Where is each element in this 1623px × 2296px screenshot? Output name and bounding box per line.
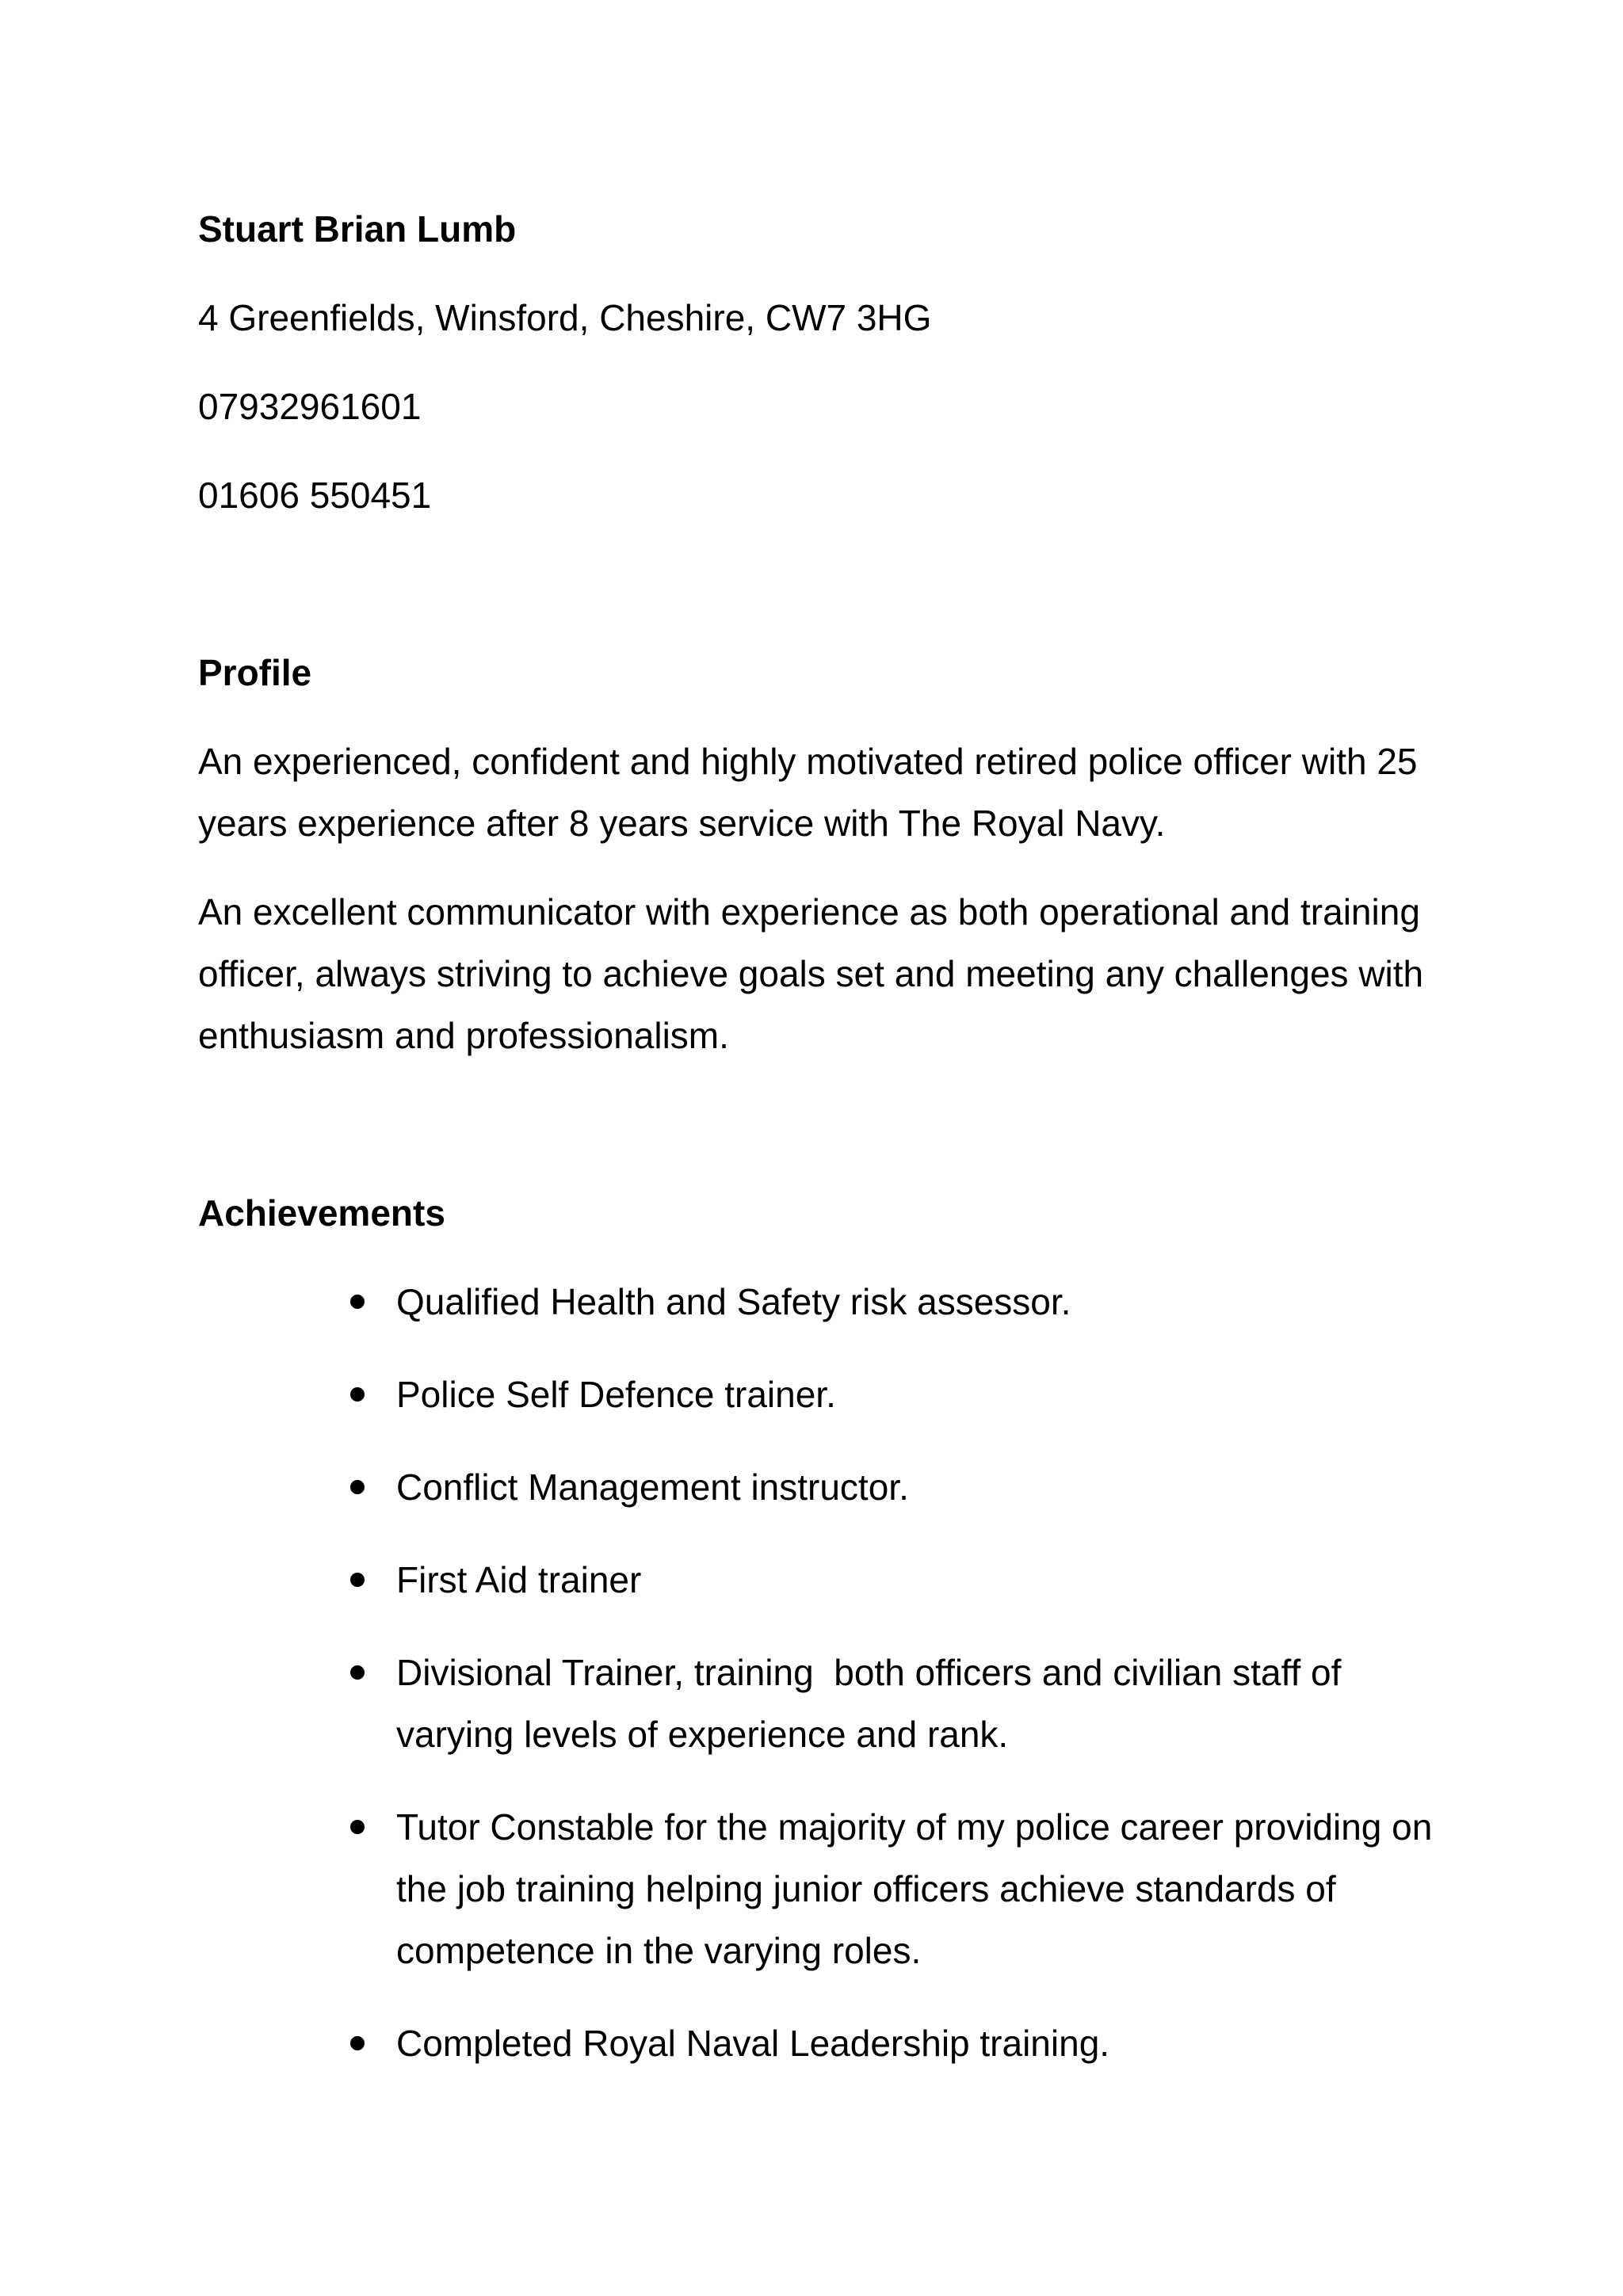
- achievement-text: Tutor Constable for the majority of my police career providing on the job training helping junior officers achieve standards of competence in the varying roles.: [396, 1806, 1433, 1971]
- bullet-icon: [350, 1820, 365, 1834]
- cv-content: [198, 198, 1466, 2105]
- profile-paragraph-1: An experienced, confident and highly motivated retired police officer with 25 years experience after 8 years service with The Royal Navy.: [198, 741, 1418, 844]
- list-item: [396, 1456, 1458, 1518]
- list-item: [396, 1642, 1458, 1765]
- bullet-icon: [350, 2036, 365, 2050]
- achievement-text: First Aid trainer: [396, 1559, 642, 1600]
- bullet-icon: [350, 1387, 365, 1402]
- phone-home: 01606 550451: [198, 475, 432, 516]
- bullet-icon: [350, 1573, 365, 1587]
- achievement-text: Conflict Management instructor.: [396, 1466, 909, 1508]
- achievements-heading: Achievements: [198, 1192, 445, 1234]
- achievement-text: Divisional Trainer, training both officers and civilian staff of varying levels of experience and rank.: [396, 1652, 1352, 1755]
- list-item: [396, 2012, 1458, 2074]
- profile-heading: Profile: [198, 652, 312, 693]
- section-spacer: [198, 553, 1466, 642]
- achievement-text: Qualified Health and Safety risk assessor.: [396, 1281, 1071, 1322]
- achievements-list: [198, 1271, 1466, 2074]
- achievement-text: Completed Royal Naval Leadership training.: [396, 2023, 1110, 2064]
- bullet-icon: [350, 1295, 365, 1309]
- list-item: [396, 1271, 1458, 1333]
- list-item: [396, 1796, 1458, 1981]
- candidate-name: Stuart Brian Lumb: [198, 208, 517, 250]
- bullet-icon: [350, 1665, 365, 1680]
- list-item: [396, 1363, 1458, 1425]
- phone-mobile: 07932961601: [198, 386, 422, 427]
- bullet-icon: [350, 1480, 365, 1494]
- achievement-text: Police Self Defence trainer.: [396, 1374, 836, 1415]
- profile-paragraph-2: An excellent communicator with experience as both operational and training officer, always striving to achieve goals set and meeting any challenges with enthusiasm and professionalism.: [198, 891, 1424, 1056]
- address: 4 Greenfields, Winsford, Cheshire, CW7 3HG: [198, 297, 932, 338]
- list-item: [396, 1549, 1458, 1611]
- section-spacer: [198, 1093, 1466, 1182]
